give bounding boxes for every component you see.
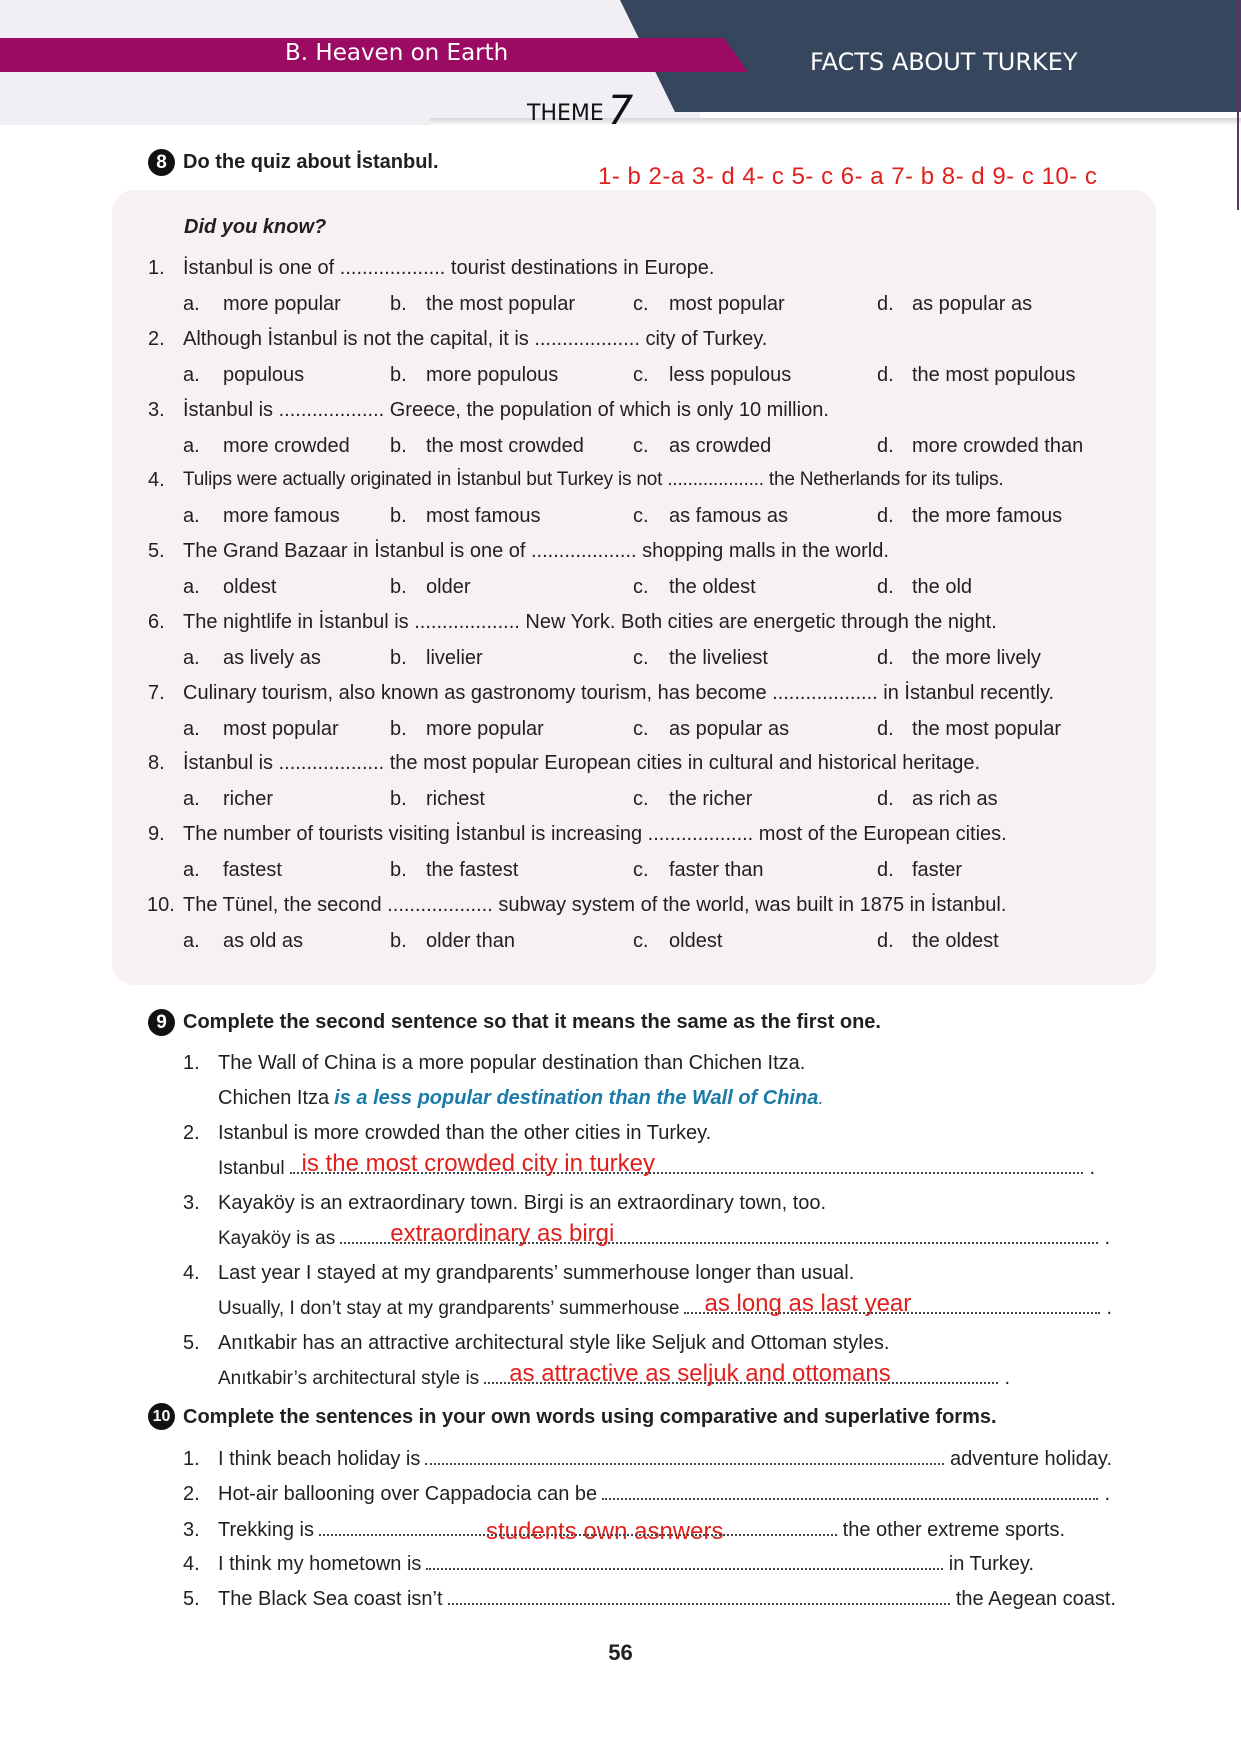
quiz-option-text[interactable]: older than: [426, 930, 515, 952]
exercise-10-line: [218, 1483, 1110, 1506]
exercise-10-line: [218, 1553, 1034, 1576]
quiz-option-letter[interactable]: c.: [633, 293, 649, 315]
quiz-option-text[interactable]: older: [426, 576, 471, 598]
quiz-option-letter[interactable]: a.: [183, 364, 200, 386]
quiz-option-letter[interactable]: b.: [390, 647, 407, 669]
quiz-option-text[interactable]: as lively as: [223, 647, 321, 669]
answer-prefix: Chichen Itza: [218, 1087, 330, 1109]
answer-prefix: Kayaköy is as: [218, 1228, 336, 1249]
quiz-option-letter[interactable]: d.: [877, 930, 894, 952]
page-edge: [1237, 0, 1239, 210]
answer-prefix: Anıtkabir’s architectural style is: [218, 1368, 480, 1389]
quiz-option-letter[interactable]: d.: [877, 718, 894, 740]
quiz-option-letter[interactable]: a.: [183, 647, 200, 669]
quiz-option-letter[interactable]: c.: [633, 718, 649, 740]
quiz-option-text[interactable]: as rich as: [912, 788, 998, 810]
quiz-option-text[interactable]: the richer: [669, 788, 753, 810]
quiz-option-text[interactable]: richer: [223, 788, 274, 810]
quiz-option-text[interactable]: less populous: [669, 364, 792, 386]
quiz-question-number: 7.: [148, 682, 165, 704]
sentence-prefix: I think my hometown is: [218, 1553, 422, 1575]
exercise-8-badge: 8: [148, 149, 175, 176]
answer-blank[interactable]: [484, 1360, 998, 1387]
quiz-question-number: 3.: [148, 399, 165, 421]
sentence-end: .: [1004, 1367, 1010, 1389]
quiz-question: İstanbul is ................... Greece, the population of which is only 10 million.: [183, 399, 829, 421]
unit-title: FACTS ABOUT TURKEY: [810, 48, 1078, 76]
answer-blank[interactable]: [319, 1520, 837, 1536]
quiz-option-letter[interactable]: c.: [633, 364, 649, 386]
exercise-10-number: 2.: [183, 1483, 200, 1505]
quiz-option-text[interactable]: more populous: [426, 364, 559, 386]
theme-label: [527, 88, 633, 134]
quiz-option-text[interactable]: more popular: [223, 293, 341, 315]
quiz-question-number: 1.: [148, 257, 165, 279]
exercise-9-sentence: Anıtkabir has an attractive architectural style like Seljuk and Ottoman styles.: [218, 1332, 890, 1354]
quiz-option-letter[interactable]: c.: [633, 930, 649, 952]
exercise-9-answer-line: [218, 1360, 1010, 1390]
quiz-option-letter[interactable]: c.: [633, 647, 649, 669]
quiz-option-letter[interactable]: a.: [183, 930, 200, 952]
quiz-question: İstanbul is ................... the most popular European cities in cultural and historical heritage.: [183, 752, 981, 774]
quiz-option-letter[interactable]: b.: [390, 859, 407, 881]
quiz-option-letter[interactable]: d.: [877, 364, 894, 386]
quiz-option-text[interactable]: the liveliest: [669, 647, 768, 669]
quiz-option-text[interactable]: as famous as: [669, 505, 788, 527]
quiz-option-text[interactable]: most famous: [426, 505, 541, 527]
exercise-9-answer-line: [218, 1290, 1112, 1320]
quiz-option-letter[interactable]: a.: [183, 505, 200, 527]
exercise-9-answer-line: [218, 1220, 1110, 1250]
quiz-option-text[interactable]: most popular: [223, 718, 339, 740]
exercise-9-sentence: The Wall of China is a more popular destination than Chichen Itza.: [218, 1052, 806, 1074]
quiz-question: The nightlife in İstanbul is ................... New York. Both cities are energetic through the night.: [183, 611, 997, 633]
quiz-option-text[interactable]: as popular as: [669, 718, 790, 740]
quiz-option-letter[interactable]: c.: [633, 788, 649, 810]
quiz-option-text[interactable]: oldest: [669, 930, 723, 952]
quiz-option-letter[interactable]: a.: [183, 293, 200, 315]
quiz-option-text[interactable]: the most crowded: [426, 435, 584, 457]
quiz-option-letter[interactable]: d.: [877, 859, 894, 881]
exercise-10-line: [218, 1519, 1065, 1542]
quiz-option-text[interactable]: more crowded than: [912, 435, 1084, 457]
exercise-10-number: 4.: [183, 1553, 200, 1575]
quiz-option-text[interactable]: the more lively: [912, 647, 1041, 669]
quiz-option-text[interactable]: the most popular: [426, 293, 575, 315]
example-answer: is a less popular destination than the Wall of China: [334, 1087, 819, 1109]
quiz-option-letter[interactable]: d.: [877, 647, 894, 669]
exercise-9-answer-line: [218, 1150, 1095, 1180]
exercise-10-number: 5.: [183, 1588, 200, 1610]
exercise-10-badge: 10: [148, 1403, 175, 1430]
quiz-option-text[interactable]: as old as: [223, 930, 304, 952]
quiz-option-letter[interactable]: b.: [390, 364, 407, 386]
exercise-8-instruction: Do the quiz about İstanbul.: [183, 151, 439, 173]
quiz-option-text[interactable]: the more famous: [912, 505, 1063, 527]
quiz-option-letter[interactable]: b.: [390, 930, 407, 952]
quiz-option-letter[interactable]: c.: [633, 435, 649, 457]
quiz-option-letter[interactable]: b.: [390, 576, 407, 598]
quiz-option-text[interactable]: more popular: [426, 718, 544, 740]
quiz-option-letter[interactable]: b.: [390, 293, 407, 315]
sentence-prefix: Trekking is: [218, 1519, 314, 1541]
quiz-option-text[interactable]: more famous: [223, 505, 340, 527]
quiz-option-letter[interactable]: d.: [877, 505, 894, 527]
handwritten-answer-key: 1- b 2-a 3- d 4- c 5- c 6- a 7- b 8- d 9- c 10- c: [598, 163, 1098, 190]
quiz-option-letter[interactable]: c.: [633, 859, 649, 881]
answer-blank[interactable]: [448, 1589, 950, 1605]
quiz-option-text[interactable]: the oldest: [669, 576, 756, 598]
quiz-option-letter[interactable]: a.: [183, 435, 200, 457]
quiz-question-number: 9.: [148, 823, 165, 845]
sentence-suffix: the Aegean coast.: [955, 1588, 1116, 1610]
exercise-9-sentence: Last year I stayed at my grandparents’ summerhouse longer than usual.: [218, 1262, 855, 1284]
exercise-9-number: 1.: [183, 1052, 200, 1074]
quiz-question: The Tünel, the second ................... subway system of the world, was built in 1875 in İstanbul.: [183, 894, 1007, 916]
exercise-10-line: [218, 1588, 1116, 1611]
exercise-10-line: [218, 1448, 1112, 1471]
answer-blank[interactable]: [684, 1290, 1100, 1317]
quiz-question: The Grand Bazaar in İstanbul is one of ................... shopping malls in the world.: [183, 540, 889, 562]
handwritten-answer: as attractive as seljuk and ottomans: [509, 1360, 891, 1387]
quiz-question-number: 2.: [148, 328, 165, 350]
quiz-option-letter[interactable]: a.: [183, 576, 200, 598]
quiz-option-text[interactable]: more crowded: [223, 435, 350, 457]
quiz-option-text[interactable]: the old: [912, 576, 973, 598]
quiz-question: Culinary tourism, also known as gastronomy tourism, has become ................... in İstanbul recently.: [183, 682, 1055, 704]
answer-blank[interactable]: [426, 1554, 942, 1570]
handwritten-answer: is the most crowded city in turkey: [301, 1150, 656, 1177]
exercise-10-number: 3.: [183, 1519, 200, 1541]
quiz-question-number: 5.: [148, 540, 165, 562]
quiz-option-letter[interactable]: d.: [877, 435, 894, 457]
quiz-option-letter[interactable]: b.: [390, 788, 407, 810]
quiz-option-letter[interactable]: a.: [183, 859, 200, 881]
quiz-option-letter[interactable]: d.: [877, 576, 894, 598]
answer-blank[interactable]: [602, 1484, 1098, 1500]
theme-number: 7: [607, 88, 634, 134]
quiz-option-text[interactable]: livelier: [426, 647, 483, 669]
sentence-suffix: in Turkey.: [948, 1553, 1034, 1575]
exercise-9-instruction: Complete the second sentence so that it means the same as the first one.: [183, 1011, 881, 1033]
quiz-option-text[interactable]: the most popular: [912, 718, 1061, 740]
quiz-option-text[interactable]: oldest: [223, 576, 277, 598]
quiz-box-title: Did you know?: [184, 216, 327, 238]
sentence-suffix: the other extreme sports.: [842, 1519, 1065, 1541]
sentence-prefix: Hot-air ballooning over Cappadocia can be: [218, 1483, 598, 1505]
example-end: .: [818, 1087, 824, 1109]
quiz-option-letter[interactable]: b.: [390, 718, 407, 740]
quiz-question-number: 6.: [148, 611, 165, 633]
quiz-question: Tulips were actually originated in İstanbul but Turkey is not ................... the Netherlands for its tulips.: [183, 469, 1004, 490]
exercise-9-number: 5.: [183, 1332, 200, 1354]
quiz-option-letter[interactable]: c.: [633, 576, 649, 598]
quiz-option-text[interactable]: the oldest: [912, 930, 999, 952]
section-title: B. Heaven on Earth: [285, 40, 509, 66]
sentence-end: .: [1089, 1157, 1095, 1179]
exercise-9-sentence: Kayaköy is an extraordinary town. Birgi is an extraordinary town, too.: [218, 1192, 827, 1214]
quiz-option-text[interactable]: most popular: [669, 293, 785, 315]
exercise-9-answer-line: [218, 1087, 1095, 1110]
quiz-option-text[interactable]: as popular as: [912, 293, 1033, 315]
exercise-9-number: 4.: [183, 1262, 200, 1284]
quiz-option-text[interactable]: the fastest: [426, 859, 519, 881]
sentence-suffix: .: [1104, 1483, 1110, 1505]
quiz-option-letter[interactable]: b.: [390, 505, 407, 527]
quiz-option-letter[interactable]: d.: [877, 293, 894, 315]
answer-prefix: Istanbul: [218, 1158, 285, 1179]
answer-blank[interactable]: [340, 1220, 1098, 1247]
quiz-option-text[interactable]: as crowded: [669, 435, 772, 457]
quiz-question-number: 8.: [148, 752, 165, 774]
sentence-suffix: adventure holiday.: [950, 1448, 1112, 1470]
quiz-option-text[interactable]: faster: [912, 859, 963, 881]
quiz-option-text[interactable]: faster than: [669, 859, 764, 881]
answer-blank[interactable]: [425, 1449, 944, 1465]
exercise-10-number: 1.: [183, 1448, 200, 1470]
quiz-option-letter[interactable]: b.: [390, 435, 407, 457]
sentence-prefix: The Black Sea coast isn’t: [218, 1588, 443, 1610]
sentence-end: .: [1106, 1297, 1112, 1319]
quiz-option-letter[interactable]: c.: [633, 505, 649, 527]
answer-prefix: Usually, I don’t stay at my grandparents’ summerhouse: [218, 1298, 680, 1319]
quiz-option-text[interactable]: populous: [223, 364, 305, 386]
quiz-option-text[interactable]: fastest: [223, 859, 282, 881]
exercise-9-sentence: Istanbul is more crowded than the other cities in Turkey.: [218, 1122, 712, 1144]
sentence-end: .: [1104, 1227, 1110, 1249]
exercise-9-number: 3.: [183, 1192, 200, 1214]
exercise-9-number: 2.: [183, 1122, 200, 1144]
quiz-question-number: 10.: [147, 894, 175, 916]
handwritten-answer: extraordinary as birgi: [390, 1220, 615, 1247]
quiz-option-letter[interactable]: a.: [183, 718, 200, 740]
quiz-option-letter[interactable]: a.: [183, 788, 200, 810]
quiz-question: İstanbul is one of ................... tourist destinations in Europe.: [183, 257, 715, 279]
quiz-question: The number of tourists visiting İstanbul is increasing ................... most of the European cities.: [183, 823, 1007, 845]
quiz-option-text[interactable]: richest: [426, 788, 485, 810]
quiz-question-number: 4.: [148, 469, 165, 491]
handwritten-note: students own asnwers: [486, 1518, 724, 1545]
quiz-option-letter[interactable]: d.: [877, 788, 894, 810]
page-number: 56: [608, 1640, 633, 1665]
sentence-prefix: I think beach holiday is: [218, 1448, 421, 1470]
exercise-10-instruction: Complete the sentences in your own words using comparative and superlative forms.: [183, 1406, 997, 1428]
theme-text: THEME: [527, 101, 604, 126]
answer-blank[interactable]: [290, 1150, 1084, 1177]
quiz-option-text[interactable]: the most populous: [912, 364, 1076, 386]
handwritten-answer: as long as last year: [704, 1290, 912, 1317]
exercise-9-badge: 9: [148, 1009, 175, 1036]
quiz-question: Although İstanbul is not the capital, it is ................... city of Turkey.: [183, 328, 768, 350]
